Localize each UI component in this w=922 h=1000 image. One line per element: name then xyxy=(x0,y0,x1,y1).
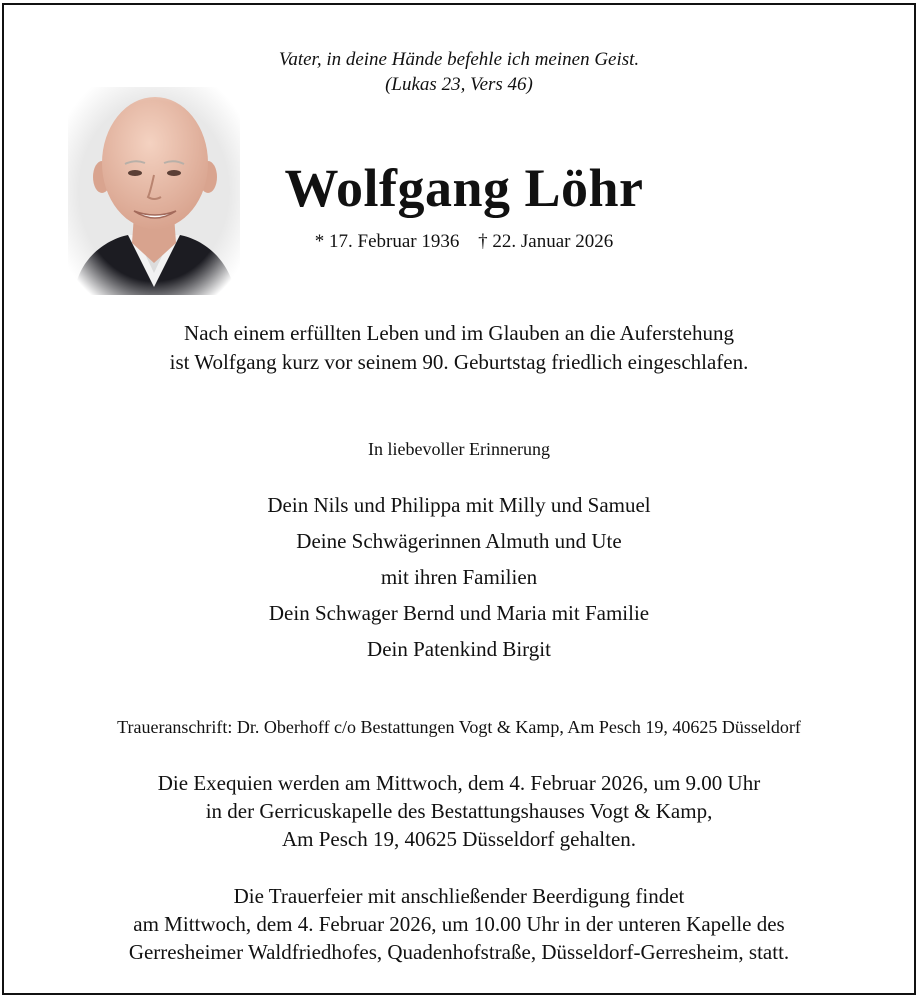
verse-reference: (Lukas 23, Vers 46) xyxy=(385,74,533,95)
exequien-line: Die Exequien werden am Mittwoch, dem 4. Februar 2026, um 9.00 Uhr xyxy=(157,771,761,795)
deceased-name: Wolfgang Löhr xyxy=(284,158,644,218)
intro-line: ist Wolfgang kurz vor seinem 90. Geburtstag friedlich eingeschlafen. xyxy=(169,350,749,374)
birth-date: * 17. Februar 1936 xyxy=(314,231,460,252)
verse-text: Vater, in deine Hände befehle ich meinen Geist. xyxy=(278,49,640,70)
funeral-line: am Mittwoch, dem 4. Februar 2026, um 10.00 Uhr in der unteren Kapelle des xyxy=(133,912,785,936)
family-member: mit ihren Familien xyxy=(380,565,538,589)
intro-text xyxy=(4,319,914,377)
family-member: Deine Schwägerinnen Almuth und Ute xyxy=(296,529,622,553)
intro-line: Nach einem erfüllten Leben und im Glauben an die Auferstehung xyxy=(184,321,734,345)
funeral-line: Die Trauerfeier mit anschließender Beerdigung findet xyxy=(233,884,685,908)
exequien-line: Am Pesch 19, 40625 Düsseldorf gehalten. xyxy=(281,827,637,851)
family-member: Dein Patenkind Birgit xyxy=(367,637,551,661)
family-member: Dein Nils und Philippa mit Milly und Samuel xyxy=(267,493,651,517)
memory-heading: In liebevoller Erinnerung xyxy=(368,439,550,459)
family-member: Dein Schwager Bernd und Maria mit Familie xyxy=(268,601,650,625)
mourning-address: Traueranschrift: Dr. Oberhoff c/o Bestattungen Vogt & Kamp, Am Pesch 19, 40625 Düsseldorf xyxy=(117,717,801,737)
family-list xyxy=(4,487,914,667)
funeral-line: Gerresheimer Waldfriedhofes, Quadenhofstraße, Düsseldorf-Gerresheim, statt. xyxy=(128,940,790,964)
funeral-notice xyxy=(4,882,914,966)
exequien-line: in der Gerricuskapelle des Bestattungshauses Vogt & Kamp, xyxy=(205,799,713,823)
death-date: † 22. Januar 2026 xyxy=(478,231,614,252)
obituary-card xyxy=(2,3,916,995)
life-dates xyxy=(194,230,734,254)
exequien-notice xyxy=(4,769,914,853)
